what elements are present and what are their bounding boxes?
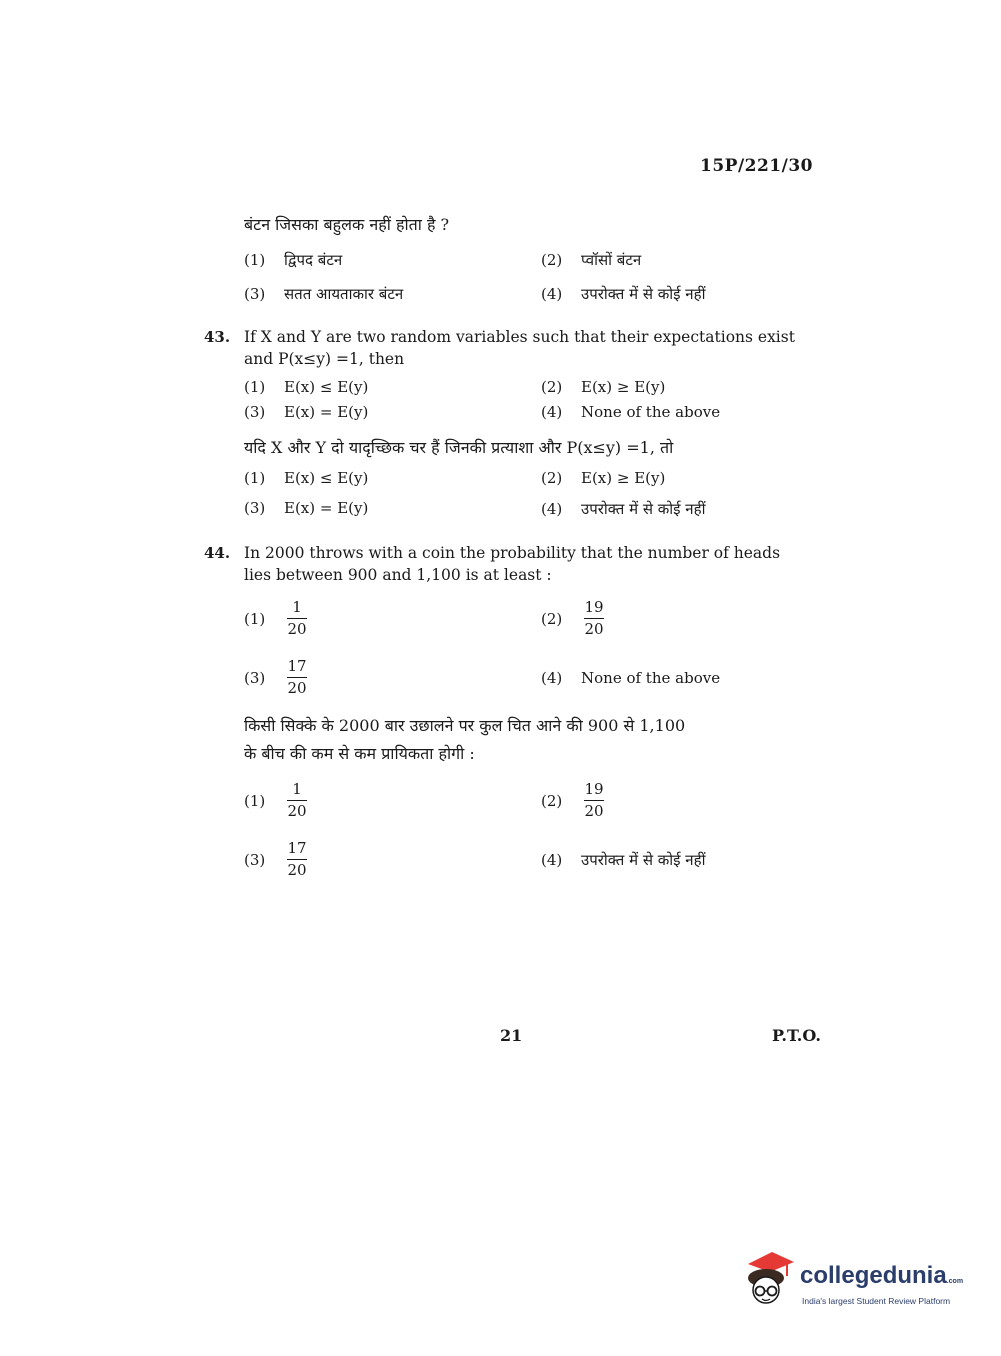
q42-option-1 (244, 250, 342, 270)
q43-option-4 (541, 403, 720, 421)
q42-option-4 (541, 284, 705, 304)
option-text: E(x) ≤ E(y) (284, 378, 369, 396)
q43-option-2 (541, 378, 665, 396)
q44-option-3-number: (3) (244, 669, 266, 687)
q43-line2: and P(x≤y) =1, then (244, 350, 405, 368)
option-text: उपरोक्त में से कोई नहीं (581, 500, 706, 518)
option-text: उपरोक्त में से कोई नहीं (581, 851, 706, 869)
q44-hi-option-4 (541, 850, 705, 870)
option-text: E(x) = E(y) (284, 403, 369, 421)
denominator: 20 (287, 620, 307, 638)
q43-option-3 (244, 403, 368, 421)
option-text: None of the above (581, 669, 721, 687)
q42-hindi-text: बंटन जिसका बहुलक नहीं होता है ? (244, 215, 450, 234)
q43-hi-option-2 (541, 469, 665, 487)
numerator: 1 (292, 598, 302, 616)
q44-hindi-line1: किसी सिक्के के 2000 बार उछालने पर कुल चित आने की 900 से 1,100 (244, 716, 686, 735)
pto-label: P.T.O. (772, 1026, 821, 1045)
paper-code: 15P/221/30 (700, 156, 814, 176)
fraction-bar (584, 800, 604, 801)
fraction-bar (287, 800, 307, 801)
collegedunia-logo (742, 1248, 972, 1316)
q42-option-2 (541, 250, 641, 270)
option-text: E(x) ≥ E(y) (581, 469, 666, 487)
option-number: (2) (541, 469, 563, 487)
logo-wordmark (800, 1262, 963, 1290)
option-number: (3) (244, 403, 266, 421)
option-number: (4) (541, 669, 563, 687)
option-text: उपरोक्त में से कोई नहीं (581, 285, 706, 303)
q44-line1: In 2000 throws with a coin the probability that the number of heads (244, 544, 781, 562)
fraction-bar (287, 859, 307, 860)
q43-hi-option-4 (541, 499, 705, 519)
q44-hi-option-1-number: (1) (244, 792, 266, 810)
q43-hi-option-1 (244, 469, 368, 487)
q44-hi-option-2-fraction (584, 780, 604, 820)
denominator: 20 (287, 679, 307, 697)
option-number: (4) (541, 851, 563, 869)
option-number: (1) (244, 469, 266, 487)
q44-option-1-number: (1) (244, 610, 266, 628)
denominator: 20 (287, 802, 307, 820)
q44-option-4 (541, 669, 720, 687)
fraction-bar (584, 618, 604, 619)
mascot-icon (742, 1248, 798, 1310)
numerator: 17 (287, 657, 307, 675)
logo-tagline: India's largest Student Review Platform (802, 1296, 951, 1306)
option-text: E(x) ≥ E(y) (581, 378, 666, 396)
logo-name: collegedunia (800, 1262, 947, 1289)
logo-suffix: .com (946, 1278, 964, 1285)
denominator: 20 (584, 802, 604, 820)
option-number: (2) (541, 251, 563, 269)
q43-option-1 (244, 378, 368, 396)
option-text: E(x) ≤ E(y) (284, 469, 369, 487)
numerator: 1 (292, 780, 302, 798)
option-number: (3) (244, 285, 266, 303)
q44-hindi-line2: के बीच की कम से कम प्रायिकता होगी : (244, 744, 475, 763)
option-number: (1) (244, 378, 266, 396)
fraction-bar (287, 677, 307, 678)
option-text: द्विपद बंटन (284, 251, 343, 269)
option-number: (2) (541, 378, 563, 396)
option-text: E(x) = E(y) (284, 499, 369, 517)
q44-option-2-fraction (584, 598, 604, 638)
q44-hi-option-3-number: (3) (244, 851, 266, 869)
q44-option-2-number: (2) (541, 610, 563, 628)
q43-hi-option-3 (244, 499, 368, 517)
q42-option-3 (244, 284, 403, 304)
option-text: प्वॉसों बंटन (581, 251, 642, 269)
q44-hi-option-2-number: (2) (541, 792, 563, 810)
option-number: (3) (244, 499, 266, 517)
option-number: (4) (541, 285, 563, 303)
q43-line1: If X and Y are two random variables such that their expectations exist (244, 328, 795, 346)
q44-option-1-fraction (287, 598, 307, 638)
q44-number: 44. (204, 544, 231, 562)
q44-option-3-fraction (287, 657, 307, 697)
option-number: (4) (541, 403, 563, 421)
option-number: (4) (541, 500, 563, 518)
q43-number: 43. (204, 328, 231, 346)
numerator: 17 (287, 839, 307, 857)
option-text: सतत आयताकार बंटन (284, 285, 404, 303)
denominator: 20 (584, 620, 604, 638)
numerator: 19 (584, 598, 604, 616)
q44-hi-option-1-fraction (287, 780, 307, 820)
option-number: (1) (244, 251, 266, 269)
denominator: 20 (287, 861, 307, 879)
option-text: None of the above (581, 403, 721, 421)
fraction-bar (287, 618, 307, 619)
q43-hindi-text: यदि X और Y दो यादृच्छिक चर हैं जिनकी प्रत्याशा और P(x≤y) =1, तो (244, 438, 674, 457)
page-number: 21 (500, 1026, 523, 1045)
q44-line2: lies between 900 and 1,100 is at least : (244, 566, 552, 584)
numerator: 19 (584, 780, 604, 798)
q44-hi-option-3-fraction (287, 839, 307, 879)
